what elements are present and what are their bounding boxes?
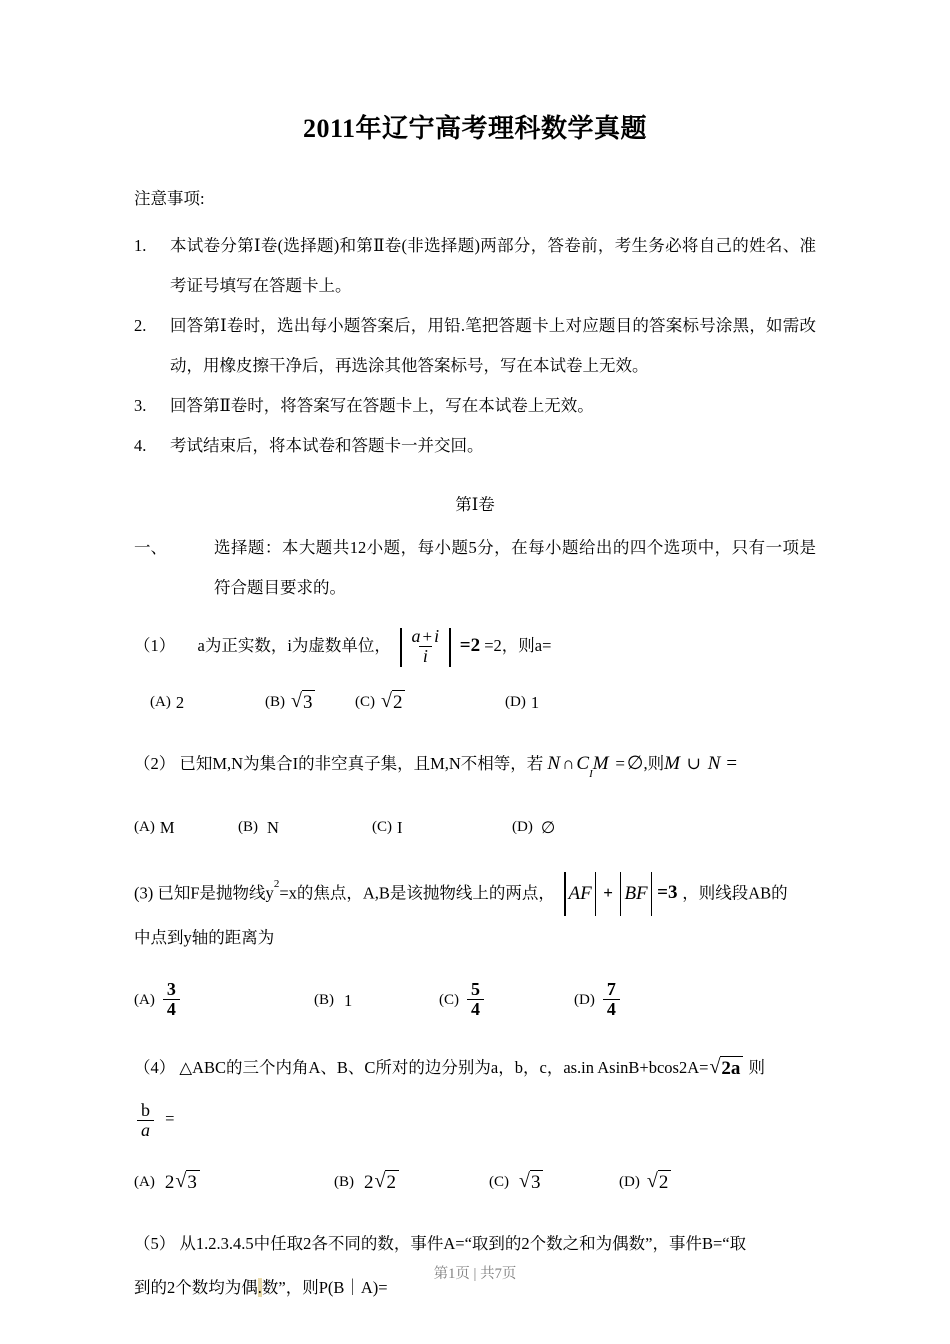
question-1-stem: （1） a为正实数，i为虚数单位， $\frac{a + i}{i}$ =2 =2，则a= xyxy=(134,625,552,666)
page-title: 2011年辽宁高考理科数学真题 xyxy=(302,114,648,143)
option-c[interactable]: (C) I xyxy=(372,817,403,837)
question-4 xyxy=(134,1046,816,1148)
option-c[interactable]: (C) $\frac{5}{4}$ xyxy=(439,972,487,1030)
option-b[interactable]: (B) 2 √ 2 xyxy=(334,1160,400,1206)
question-3-line-1: (3) 已知F是抛物线$y^2=x$的焦点，A,B是该抛物线上的两点， AF + BF =3 ，则线段AB的 xyxy=(134,867,816,916)
question-3 xyxy=(134,867,816,960)
notice-item xyxy=(134,226,816,306)
option-b[interactable]: (B) 1 xyxy=(314,990,353,1010)
notice-text: 回答第Ⅱ卷时，将答案写在答题卡上，写在本试卷上无效。 xyxy=(170,395,594,415)
question-1-formula: $\frac{a + i}{i}$ xyxy=(397,628,454,667)
question-5-line-1: （5） 从1.2.3.4.5中任取2各不同的数，事件A=“取到的2个数之和为偶数”，事件B=“取 xyxy=(134,1233,747,1253)
question-1-stem-after: =2，则a= xyxy=(484,635,552,655)
question-4-options xyxy=(134,1160,816,1206)
question-3-line-2: 中点到y轴的距离为 xyxy=(134,927,275,947)
question-3-formula: AF + BF =3 xyxy=(559,882,682,903)
section-one-text: 选择题：本大题共12小题，每小题5分，在每小题给出的四个选项中，只有一项是符合题目要求的。 xyxy=(214,537,816,597)
question-1-stem-before: a为正实数，i为虚数单位， xyxy=(197,635,391,655)
question-2-formula: N ∩ $C_IM$ = ∅ xyxy=(547,752,644,780)
section-one-number: 一、 xyxy=(134,537,167,557)
question-5-number: （5） xyxy=(134,1233,176,1253)
notice-label: 注意事项: xyxy=(134,189,205,209)
notice-text: 本试卷分第Ⅰ卷(选择题)和第Ⅱ卷(非选择题)两部分，答卷前，考生务必将自己的姓名、准考证号填写在答题卡上。 xyxy=(170,235,816,295)
question-4-line-2: $\frac{b}{a}$ = xyxy=(134,1090,816,1148)
option-d[interactable]: (D) $\frac{7}{4}$ xyxy=(574,972,623,1030)
option-a[interactable]: (A) 2 xyxy=(150,692,185,712)
option-d[interactable]: (D) ∅ xyxy=(512,817,556,837)
option-d[interactable]: (D) √ 2 xyxy=(619,1160,672,1206)
option-b[interactable]: (B) √ 3 xyxy=(265,680,316,726)
option-c[interactable]: (C) √ 2 xyxy=(355,680,406,726)
question-1-number: （1） xyxy=(134,635,176,655)
option-a[interactable]: (A) $\frac{3}{4}$ xyxy=(134,972,183,1030)
notice-item xyxy=(134,306,816,386)
question-4-number: （4） xyxy=(134,1057,176,1077)
notice-item xyxy=(134,426,816,466)
notice-number: 1. xyxy=(134,235,147,255)
question-2-stem-before: 已知M,N为集合I的非空真子集，且M,N不相等，若 xyxy=(179,753,544,773)
page-footer: 第1页 | 共7页 xyxy=(433,1266,517,1282)
option-a[interactable]: (A) M xyxy=(134,817,175,837)
notice-item xyxy=(134,386,816,426)
option-c[interactable]: (C) √ 3 xyxy=(489,1160,544,1206)
question-3-number: (3) xyxy=(134,883,154,903)
section-one-intro xyxy=(134,528,816,608)
question-5-line-2: 到的2个数均为偶.数”，则P(B｜A)= xyxy=(134,1277,388,1297)
question-2-options xyxy=(134,805,816,851)
question-1-options xyxy=(134,680,816,726)
notice-number: 4. xyxy=(134,435,147,455)
question-2-number: （2） xyxy=(134,753,176,773)
notice-text: 回答第Ⅰ卷时，选出每小题答案后，用铅.笔把答题卡上对应题目的答案标号涂黑，如需改动，用橡皮擦干净后，再选涂其他答案标号，写在本试卷上无效。 xyxy=(170,315,816,375)
notice-number: 2. xyxy=(134,315,147,335)
option-a[interactable]: (A) 2 √ 3 xyxy=(134,1160,201,1206)
notice-text: 考试结束后，将本试卷和答题卡一并交回。 xyxy=(170,435,484,455)
question-3-options xyxy=(134,972,816,1030)
section-heading: 第Ⅰ卷 xyxy=(455,494,495,514)
notice-list xyxy=(134,226,816,466)
notice-number: 3. xyxy=(134,395,147,415)
question-2-stem: （2） 已知M,N为集合I的非空真子集，且M,N不相等，若 N ∩ $C_IM$ = ∅,则M ∪ N = xyxy=(134,752,738,780)
question-4-line-1: （4） △ABC的三个内角A、B、C所对的边分别为a，b，c，as.in AsinB+bcos2A= √ 2a 则 xyxy=(134,1056,766,1080)
question-1 xyxy=(134,624,816,668)
option-d[interactable]: (D) 1 xyxy=(505,692,540,712)
question-2 xyxy=(134,742,816,793)
option-b[interactable]: (B) N xyxy=(238,817,279,837)
